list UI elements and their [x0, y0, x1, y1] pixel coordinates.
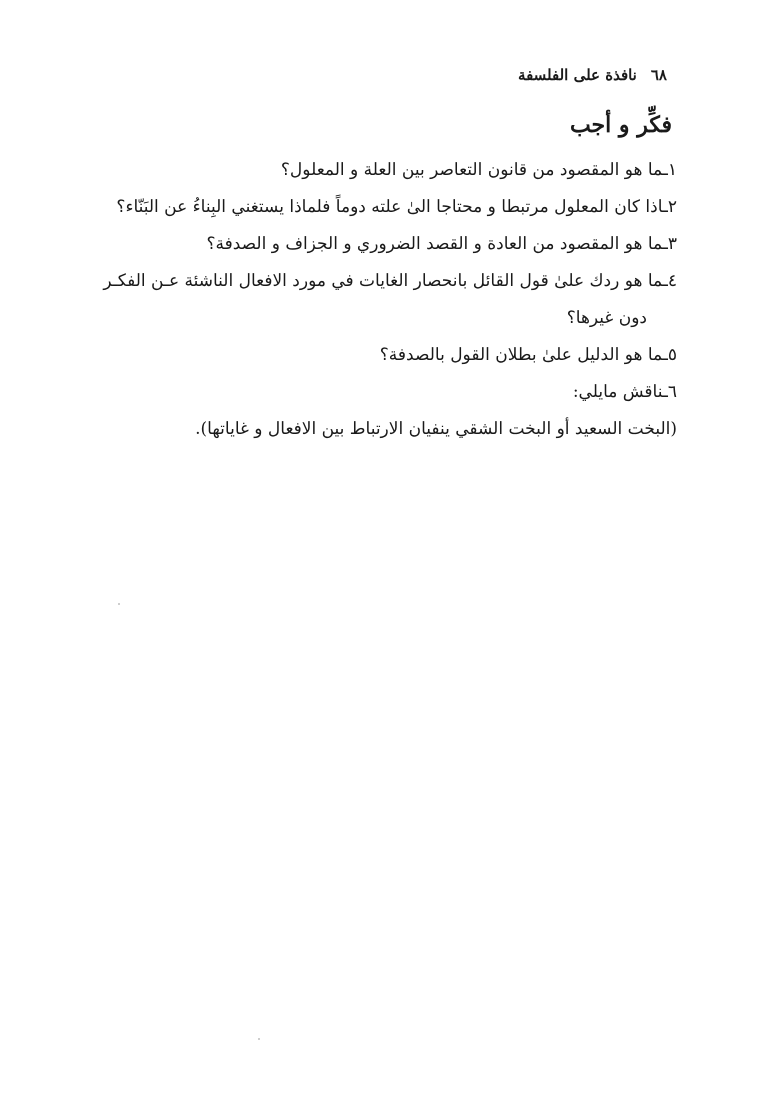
question-text: ٣ـما هو المقصود من العادة و القصد الضروري و الجزاف و الصدفة؟	[206, 234, 677, 254]
question-item	[87, 152, 677, 189]
question-continuation: دون غيرها؟	[566, 308, 647, 328]
question-text: ١ـما هو المقصود من قانون التعاصر بين العلة و المعلول؟	[280, 160, 677, 180]
question-text: ٢ـاذا كان المعلول مرتبطا و محتاجا الىٰ علته دوماً فلماذا يستغني البِناءُ عن البَنّاء؟	[116, 197, 677, 217]
question-text: ٤ـما هو ردك علىٰ قول القائل بانحصار الغايات في مورد الافعال الناشئة عـن الفكـر	[103, 271, 677, 291]
question-text: ٥ـما هو الدليل علىٰ بطلان القول بالصدفة؟	[379, 345, 677, 365]
question-text: ٦ـناقش مايلي:	[572, 382, 677, 402]
running-header	[518, 66, 667, 84]
scan-speck	[118, 603, 120, 605]
question-item	[87, 189, 677, 226]
question-item	[87, 263, 677, 337]
question-item	[87, 337, 677, 374]
questions-list	[87, 152, 677, 448]
page-number: ٦٨	[650, 66, 667, 84]
question-item	[87, 374, 677, 411]
question-item	[87, 226, 677, 263]
section-title: فكِّر و أجب	[569, 112, 672, 138]
scan-speck	[258, 1038, 260, 1040]
quoted-statement: (البخت السعيد أو البخت الشقي ينفيان الارتباط بين الافعال و غاياتها).	[195, 419, 677, 439]
book-title: نافذة على الفلسفة	[518, 66, 637, 84]
question-item	[87, 411, 677, 448]
